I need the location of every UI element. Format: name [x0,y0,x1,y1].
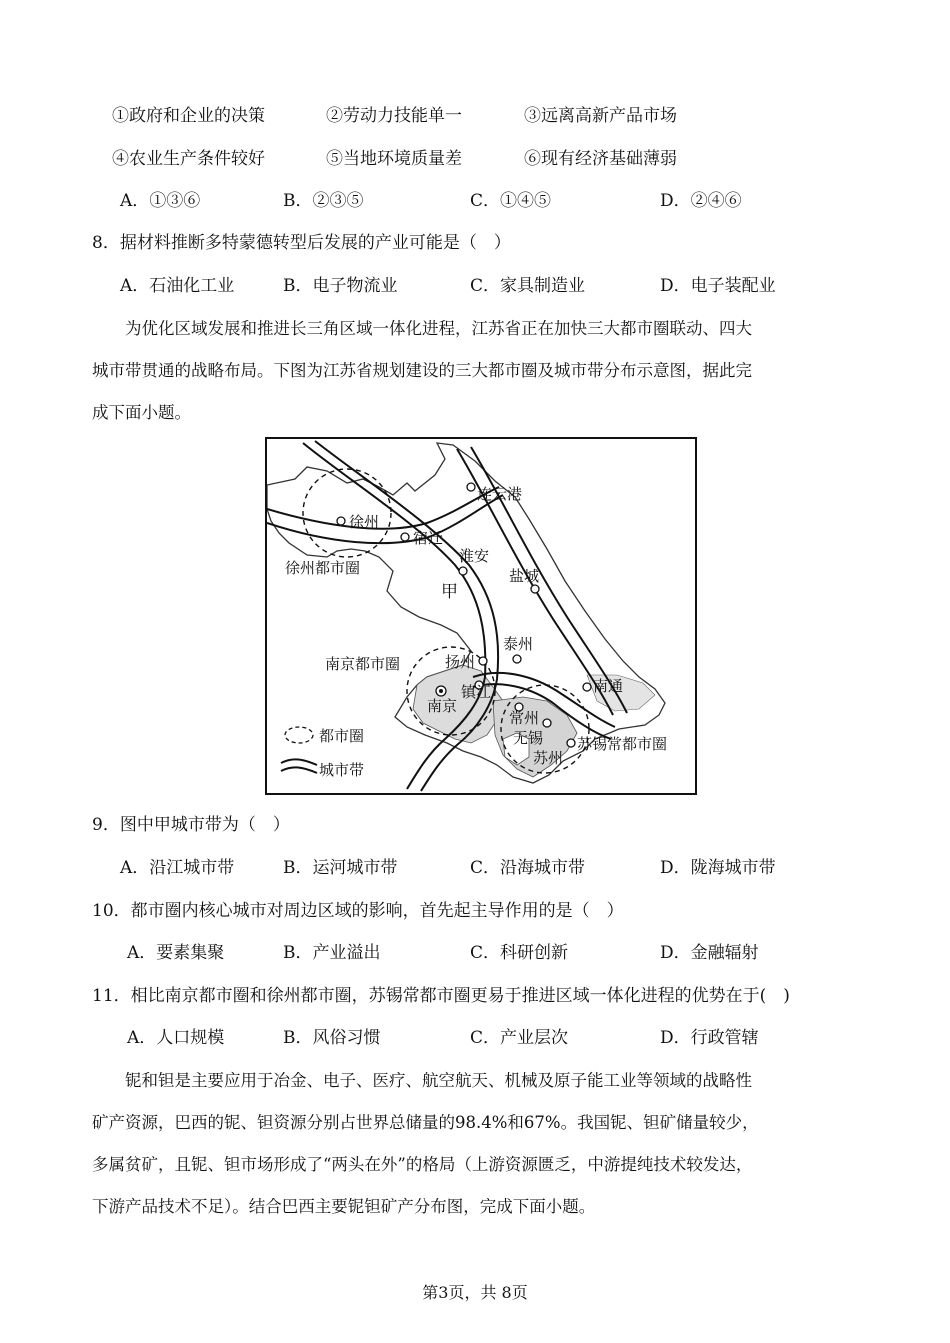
label-sxc-circle: 苏锡常都市圈 [577,735,668,753]
passage-line: 城市带贯通的战略布局。下图为江苏省规划建设的三大都市圈及城市带分布示意图，据此完 [92,361,752,380]
passage-jiangsu [92,318,862,424]
passage-line: 成下面小题。 [92,403,191,422]
legend-circle-label: 都市圈 [319,727,365,745]
page-number: 第3页，共 8页 [422,1283,528,1302]
belt-longhai-a [267,487,499,529]
passage-line: 下游产品技术不足）。结合巴西主要铌钽矿产分布图，完成下面小题。 [92,1197,596,1216]
label-yancheng: 盐城 [509,567,540,585]
question-9-stem: 9．图中甲城市带为（ ） [92,815,290,835]
label-xuzhou-circle: 徐州都市圈 [285,559,361,577]
question-10-stem: 10．都市圈内核心城市对周边区域的影响，首先起主导作用的是（ ） [92,901,624,921]
answer-option-a: A．①③⑥ [120,191,201,211]
marker-yangzhou [479,657,487,665]
option-item: ①政府和企业的决策 [112,106,265,126]
answer-option-d: D．②④⑥ [660,191,742,211]
label-huaian: 淮安 [459,547,490,565]
passage-line: 矿产资源，巴西的铌、钽资源分别占世界总储量的98.4%和67%。我国铌、钽矿储量较少， [92,1113,759,1132]
label-nanjing-circle: 南京都市圈 [325,655,401,673]
passage-niobium-tantalum [92,1070,862,1218]
answer-option-d: D．金融辐射 [660,943,759,963]
map-svg [267,439,695,793]
marker-xuzhou [337,517,345,525]
answer-option-b: B．运河城市带 [283,858,398,878]
legend-circle-icon [285,727,313,743]
legend-belt-icon-b [281,767,317,773]
question-8-stem: 8．据材料推断多特蒙德转型后发展的产业可能是（ ） [92,233,511,253]
label-taizhou: 泰州 [503,635,534,653]
legend-belt-label: 城市带 [319,761,365,779]
label-lianyungang: 连云港 [477,485,523,503]
option-item: ⑥现有经济基础薄弱 [524,149,677,169]
answer-option-b: B．电子物流业 [283,276,398,296]
answer-option-c: C．科研创新 [470,943,569,963]
jiangsu-map [265,437,697,795]
answer-option-c: C．沿海城市带 [470,858,586,878]
marker-yancheng [531,585,539,593]
label-yangzhou: 扬州 [445,653,476,671]
answer-option-b: B．②③⑤ [283,191,364,211]
label-suqian: 宿迁 [413,529,444,547]
answer-option-c: C．产业层次 [470,1028,569,1048]
option-item: ④农业生产条件较好 [112,149,265,169]
label-zhenjiang: 镇江 [461,683,492,701]
answer-option-b: B．风俗习惯 [283,1028,381,1048]
label-nanjing: 南京 [427,697,458,715]
marker-wuxi [543,719,551,727]
marker-nanjing-capital-dot [439,689,443,693]
answer-option-a: A．沿江城市带 [120,858,235,878]
marker-huaian [459,567,467,575]
label-xuzhou: 徐州 [349,513,380,531]
marker-lianyungang [467,483,475,491]
answer-option-a: A．要素集聚 [127,943,225,963]
passage-line: 多属贫矿，且铌、钽市场形成了“两头在外”的格局（上游资源匮乏，中游提纯技术较发达， [92,1155,753,1174]
marker-suqian [401,533,409,541]
answer-option-d: D．陇海城市带 [660,858,776,878]
answer-option-b: B．产业溢出 [283,943,381,963]
label-jia: 甲 [441,582,458,602]
label-suzhou: 苏州 [533,749,564,767]
label-changzhou: 常州 [509,709,540,727]
marker-taizhou [513,655,521,663]
answer-option-c: C．①④⑤ [470,191,552,211]
passage-line: 铌和钽是主要应用于冶金、电子、医疗、航空航天、机械及原子能工业等领域的战略性 [125,1071,752,1090]
label-nantong: 南通 [593,677,624,695]
answer-option-a: A．人口规模 [127,1028,225,1048]
marker-suzhou [567,739,575,747]
option-item: ③远离高新产品市场 [524,106,677,126]
option-item: ②劳动力技能单一 [326,106,462,126]
answer-option-c: C．家具制造业 [470,276,586,296]
passage-line: 为优化区域发展和推进长三角区域一体化进程，江苏省正在加快三大都市圈联动、四大 [125,319,752,338]
question-11-stem: 11．相比南京都市圈和徐州都市圈，苏锡常都市圈更易于推进区域一体化进程的优势在于( ) [92,986,790,1006]
option-item: ⑤当地环境质量差 [326,149,462,169]
answer-option-d: D．电子装配业 [660,276,776,296]
answer-option-d: D．行政管辖 [660,1028,759,1048]
marker-nantong [583,683,591,691]
label-wuxi: 无锡 [513,729,544,747]
legend-belt-icon-a [281,759,317,765]
answer-option-a: A．石油化工业 [120,276,235,296]
